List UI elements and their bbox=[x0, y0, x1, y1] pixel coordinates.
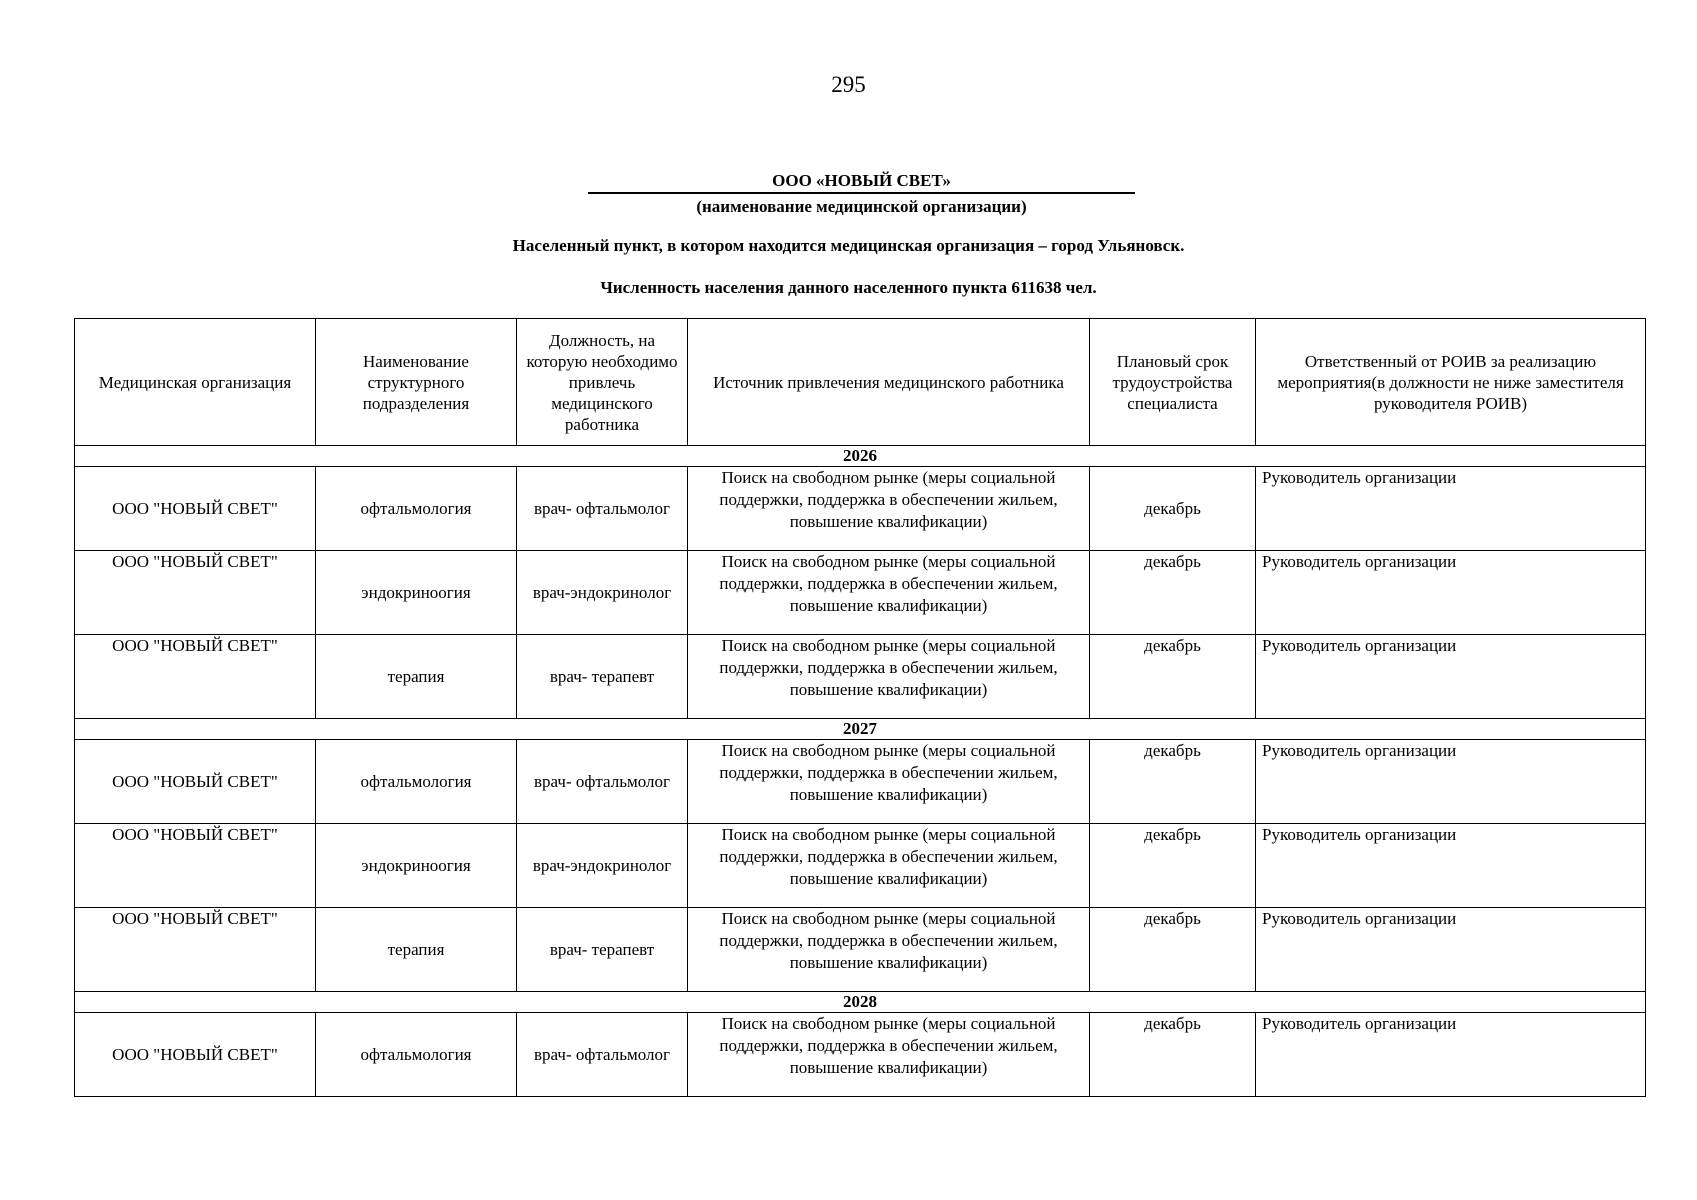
table-row bbox=[75, 824, 1646, 908]
cell-dept: офтальмология bbox=[316, 740, 517, 824]
cell-source: Поиск на свободном рынке (меры социальной поддержки, поддержка в обеспечении жильем, повышение квалификации) bbox=[688, 635, 1090, 719]
header-cell: Ответственный от РОИВ за реализацию мероприятия(в должности не ниже заместителя руководителя РОИВ) bbox=[1256, 319, 1646, 446]
cell-org: ООО "НОВЫЙ СВЕТ" bbox=[75, 635, 316, 719]
organization-caption: (наименование медицинской организации) bbox=[696, 197, 1027, 216]
cell-position: врач- терапевт bbox=[517, 635, 688, 719]
cell-responsible: Руководитель организации bbox=[1256, 1013, 1646, 1097]
header-cell: Наименование структурного подразделения bbox=[316, 319, 517, 446]
table-row bbox=[75, 740, 1646, 824]
cell-source: Поиск на свободном рынке (меры социальной поддержки, поддержка в обеспечении жильем, повышение квалификации) bbox=[688, 740, 1090, 824]
cell-responsible: Руководитель организации bbox=[1256, 740, 1646, 824]
cell-org: ООО "НОВЫЙ СВЕТ" bbox=[75, 740, 316, 824]
staffing-table bbox=[74, 318, 1646, 1097]
cell-position: врач- офтальмолог bbox=[517, 467, 688, 551]
year-cell: 2026 bbox=[75, 446, 1646, 467]
table-row bbox=[75, 908, 1646, 992]
year-row bbox=[75, 992, 1646, 1013]
cell-org: ООО "НОВЫЙ СВЕТ" bbox=[75, 1013, 316, 1097]
header-cell: Должность, на которую необходимо привлечь медицинского работника bbox=[517, 319, 688, 446]
cell-dept: эндокриноогия bbox=[316, 824, 517, 908]
cell-position: врач- офтальмолог bbox=[517, 1013, 688, 1097]
page-number: 295 bbox=[831, 72, 866, 97]
cell-responsible: Руководитель организации bbox=[1256, 908, 1646, 992]
cell-responsible: Руководитель организации bbox=[1256, 551, 1646, 635]
cell-dept: эндокриноогия bbox=[316, 551, 517, 635]
table-row bbox=[75, 467, 1646, 551]
table-row bbox=[75, 551, 1646, 635]
cell-source: Поиск на свободном рынке (меры социальной поддержки, поддержка в обеспечении жильем, повышение квалификации) bbox=[688, 824, 1090, 908]
cell-source: Поиск на свободном рынке (меры социальной поддержки, поддержка в обеспечении жильем, повышение квалификации) bbox=[688, 467, 1090, 551]
table-row bbox=[75, 1013, 1646, 1097]
cell-org: ООО "НОВЫЙ СВЕТ" bbox=[75, 467, 316, 551]
cell-term: декабрь bbox=[1090, 635, 1256, 719]
cell-dept: терапия bbox=[316, 908, 517, 992]
cell-responsible: Руководитель организации bbox=[1256, 635, 1646, 719]
organization-name: ООО «НОВЫЙ СВЕТ» bbox=[588, 170, 1135, 194]
cell-term: декабрь bbox=[1090, 551, 1256, 635]
cell-dept: офтальмология bbox=[316, 1013, 517, 1097]
year-row bbox=[75, 446, 1646, 467]
cell-term: декабрь bbox=[1090, 824, 1256, 908]
cell-dept: терапия bbox=[316, 635, 517, 719]
cell-source: Поиск на свободном рынке (меры социальной поддержки, поддержка в обеспечении жильем, повышение квалификации) bbox=[688, 551, 1090, 635]
cell-position: врач- терапевт bbox=[517, 908, 688, 992]
table-header-row bbox=[75, 319, 1646, 446]
header-cell: Плановый срок трудоустройства специалиста bbox=[1090, 319, 1256, 446]
cell-position: врач-эндокринолог bbox=[517, 824, 688, 908]
header-cell: Источник привлечения медицинского работника bbox=[688, 319, 1090, 446]
cell-position: врач- офтальмолог bbox=[517, 740, 688, 824]
organization-block bbox=[588, 170, 1135, 218]
cell-responsible: Руководитель организации bbox=[1256, 824, 1646, 908]
header-cell: Медицинская организация bbox=[75, 319, 316, 446]
year-cell: 2027 bbox=[75, 719, 1646, 740]
cell-responsible: Руководитель организации bbox=[1256, 467, 1646, 551]
cell-dept: офтальмология bbox=[316, 467, 517, 551]
cell-term: декабрь bbox=[1090, 467, 1256, 551]
cell-term: декабрь bbox=[1090, 908, 1256, 992]
year-row bbox=[75, 719, 1646, 740]
cell-source: Поиск на свободном рынке (меры социальной поддержки, поддержка в обеспечении жильем, повышение квалификации) bbox=[688, 1013, 1090, 1097]
year-cell: 2028 bbox=[75, 992, 1646, 1013]
cell-source: Поиск на свободном рынке (меры социальной поддержки, поддержка в обеспечении жильем, повышение квалификации) bbox=[688, 908, 1090, 992]
table-row bbox=[75, 635, 1646, 719]
cell-org: ООО "НОВЫЙ СВЕТ" bbox=[75, 908, 316, 992]
cell-term: декабрь bbox=[1090, 740, 1256, 824]
cell-org: ООО "НОВЫЙ СВЕТ" bbox=[75, 824, 316, 908]
locality-line: Населенный пункт, в котором находится медицинская организация – город Ульяновск. bbox=[512, 236, 1185, 255]
cell-position: врач-эндокринолог bbox=[517, 551, 688, 635]
population-line: Численность населения данного населенного пункта 611638 чел. bbox=[600, 278, 1097, 297]
cell-term: декабрь bbox=[1090, 1013, 1256, 1097]
cell-org: ООО "НОВЫЙ СВЕТ" bbox=[75, 551, 316, 635]
